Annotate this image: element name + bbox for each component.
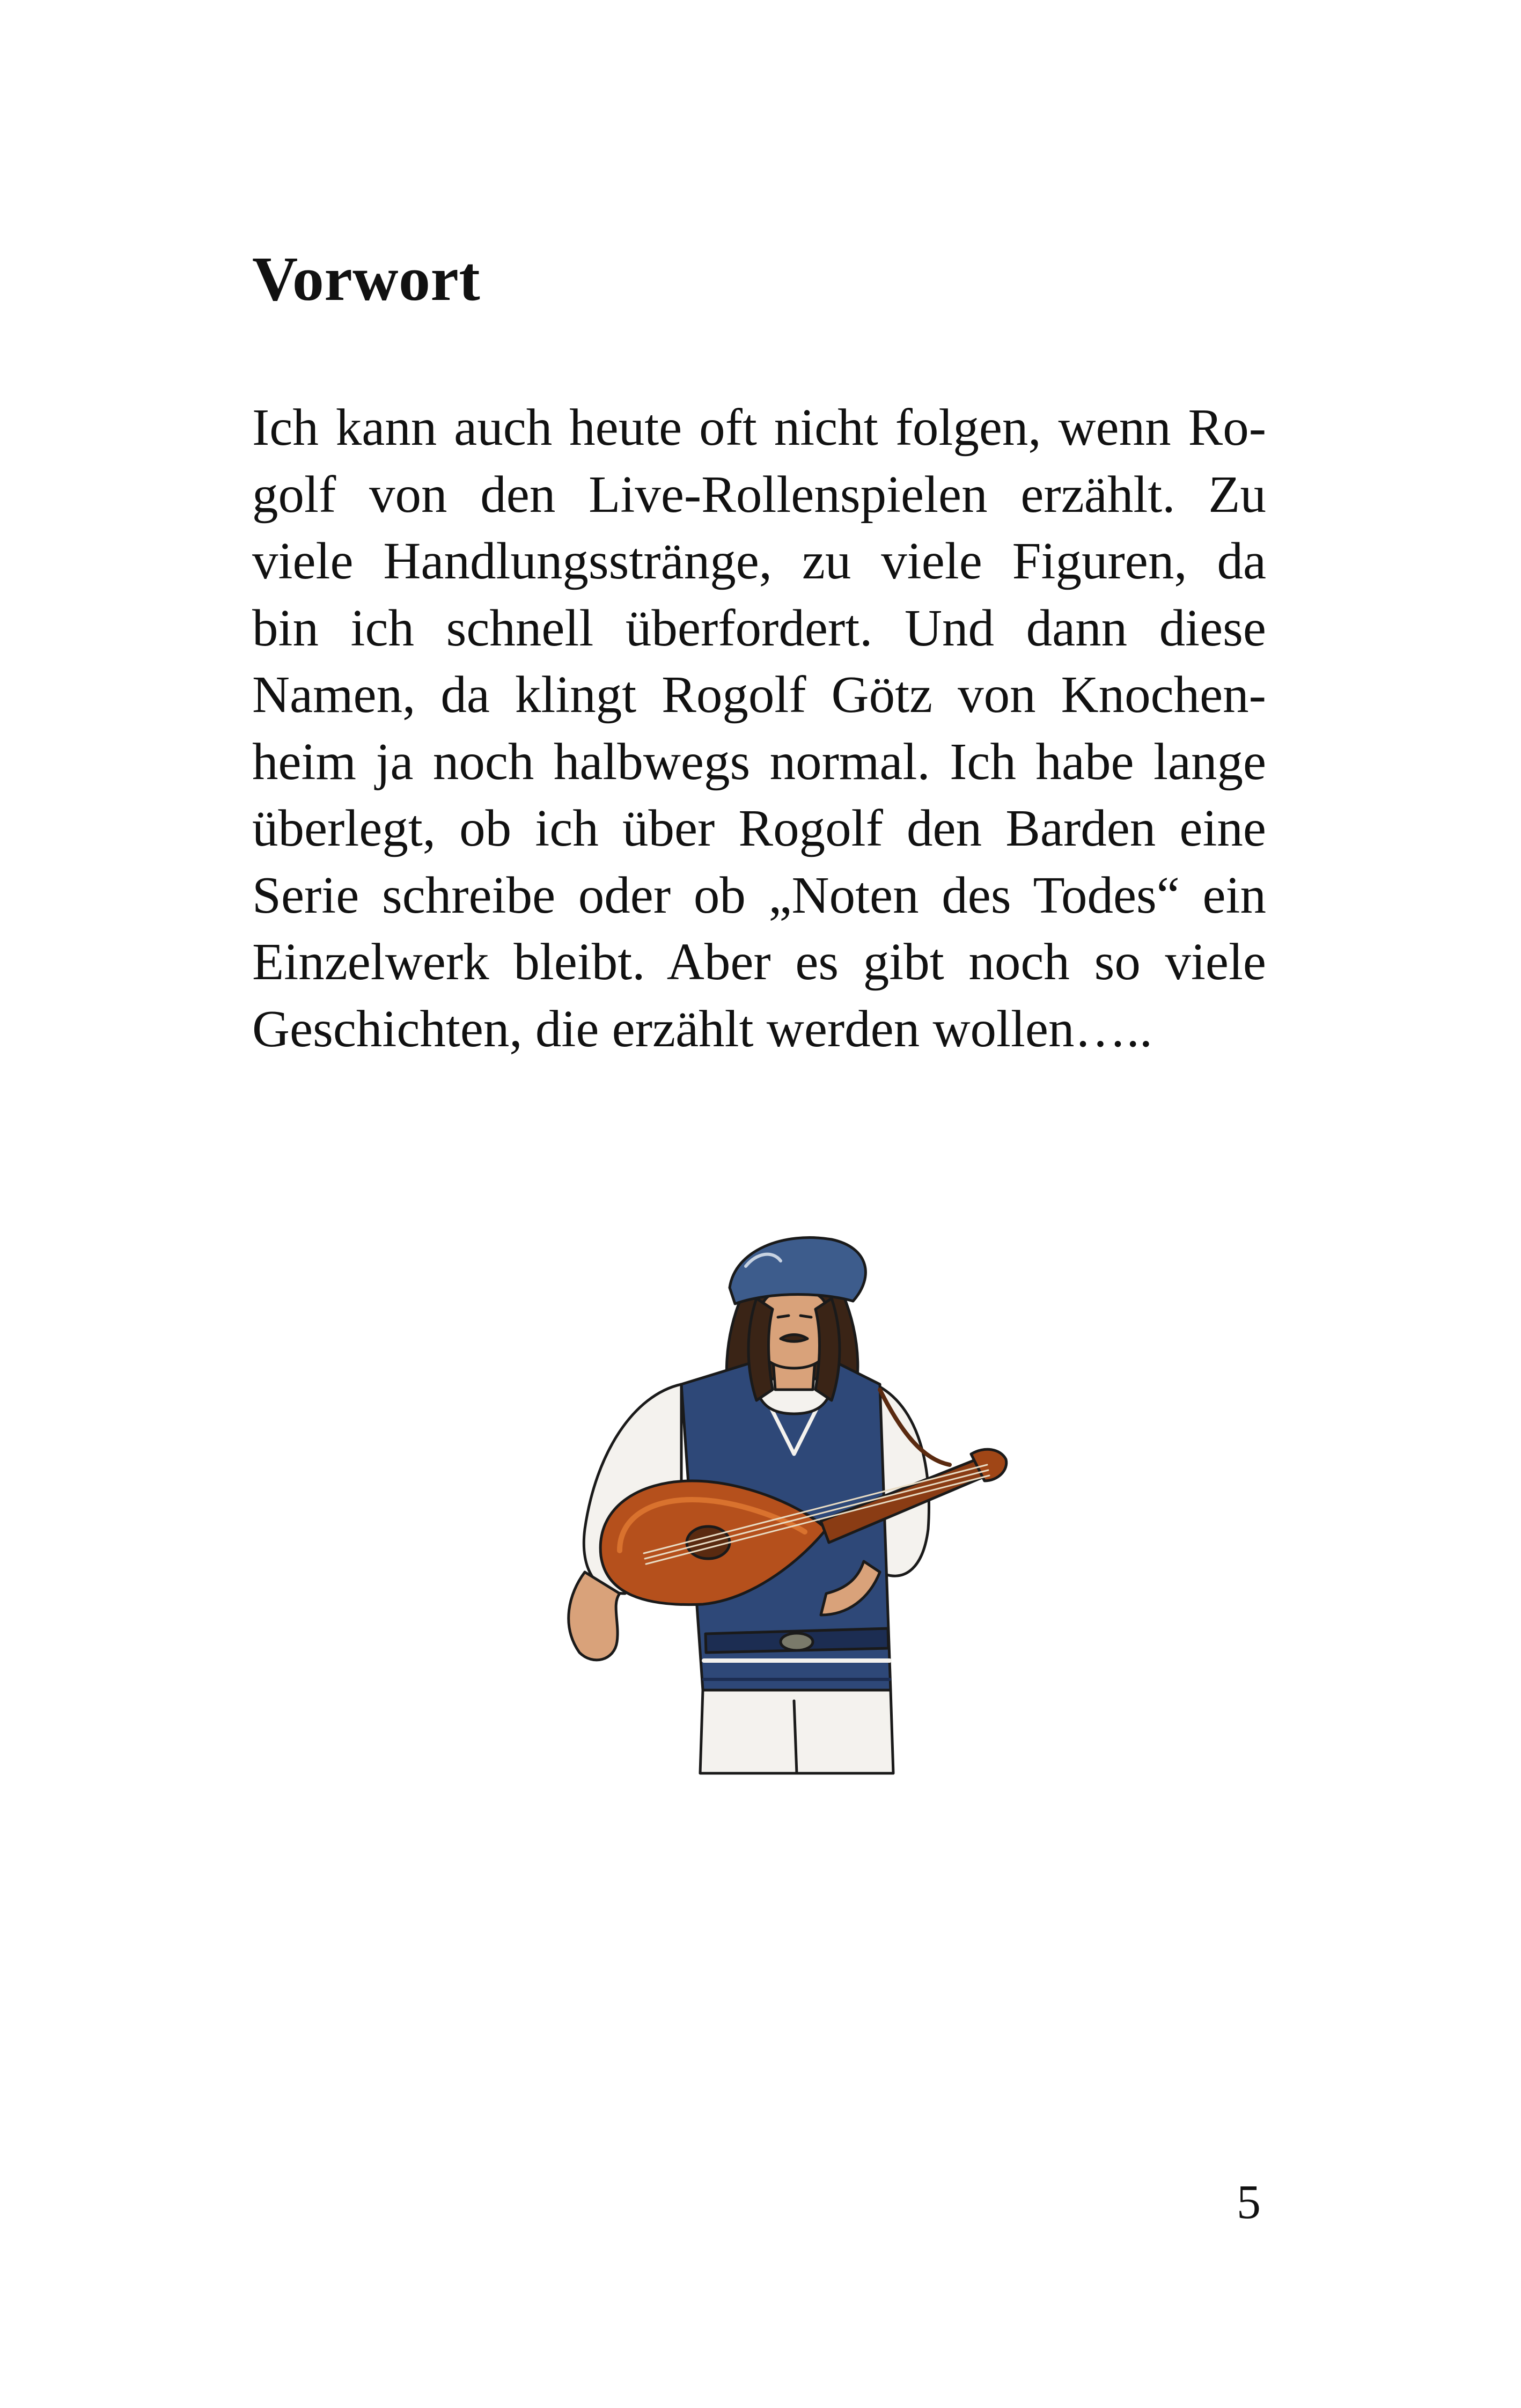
paragraph	[252, 394, 1266, 1062]
page-heading: Vorwort	[252, 244, 481, 314]
paragraph-line: golf von den Live-Rollenspielen erzählt. Zu	[252, 465, 1266, 523]
paragraph-line: Einzelwerk bleibt. Aber es gibt noch so viele	[252, 933, 1266, 990]
bard-with-lute-icon	[504, 1229, 1062, 1776]
paragraph-line: Ich kann auch heute oft nicht folgen, wenn Ro-	[252, 399, 1266, 456]
paragraph-line: bin ich schnell überfordert. Und dann diese	[252, 599, 1266, 657]
page-number: 5	[1237, 2176, 1261, 2229]
paragraph-line: viele Handlungsstränge, zu viele Figuren, da	[252, 532, 1266, 590]
paragraph-line: überlegt, ob ich über Rogolf den Barden eine	[252, 799, 1266, 857]
paragraph-line: heim ja noch halbwegs normal. Ich habe lange	[252, 732, 1266, 790]
paragraph-line: Namen, da klingt Rogolf Götz von Knochen-	[252, 666, 1266, 723]
paragraph-line: Serie schreibe oder ob „Noten des Todes“ ein	[252, 866, 1266, 924]
paragraph-line: Geschichten, die erzählt werden wollen…..	[252, 1000, 1152, 1058]
